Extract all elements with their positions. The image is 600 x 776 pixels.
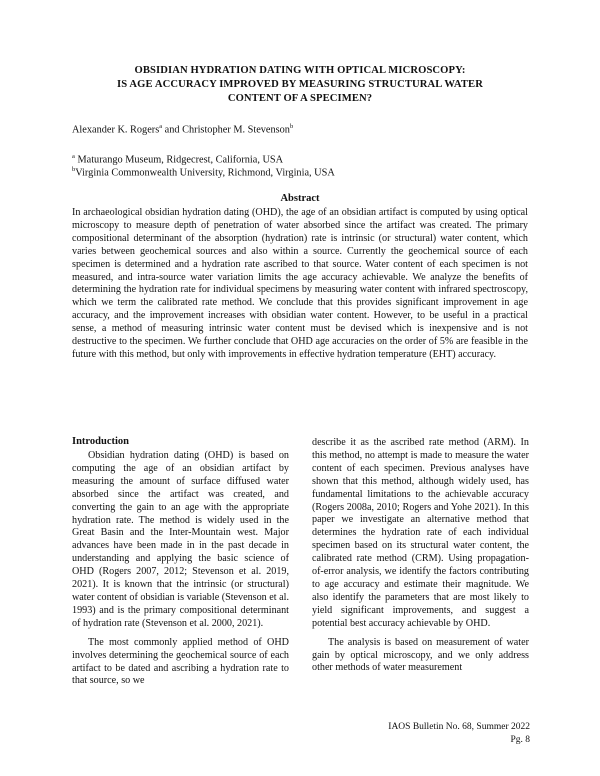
left-column — [72, 450, 289, 688]
affiliation-b-text: Virginia Commonwealth University, Richmond, Virginia, USA — [75, 167, 335, 179]
intro-paragraph-1: Obsidian hydration dating (OHD) is based on computing the age of an obsidian artifact by measuring the amount of surface diffused water absorbed since the artifact was created, and converting the gain to an age with the appropriate hydration rate. The method is widely used in the Great Basin and the Inter-Mountain west. Major advances have been made in in the past decade in understanding and applying the basic science of OHD (Rogers 2007, 2012; Stevenson et al. 2019, 2021). It is known that the intrinsic (or structural) water content of obsidian is variable (Stevenson et al. 1993) and is the primary compositional determinant of hydration rate (Stevenson et al. 2000, 2021). — [72, 450, 289, 629]
title-line-2: IS AGE ACCURACY IMPROVED BY MEASURING STRUCTURAL WATER — [117, 79, 483, 90]
intro-paragraph-2: The most commonly applied method of OHD involves determining the geochemical source of each artifact to be dated and ascribing a hydration rate to that source, so we — [72, 636, 289, 687]
intro-paragraph-2-continued: describe it as the ascribed rate method (ARM). In this method, no attempt is made to measure the water content of each specimen. Previous analyses have shown that this method, although widely used, has fundamental limitations to the achievable accuracy (Rogers 2008a, 2010; Rogers and Yohe 2021). In this paper we investigate an alternative method that determines the hydration rate of each individual specimen based on its structural water content, the calibrated rate method (CRM). Using propagation-of-error analysis, we identify the factors contributing to age accuracy and estimate their magnitude. We also identify the parameters that are most likely to yield significant improvements, and suggest a potential best accuracy achievable by OHD. — [312, 437, 529, 629]
author-line — [72, 123, 293, 135]
author-1: Alexander K. Rogers — [72, 124, 160, 136]
author-conjunction: and — [162, 124, 183, 136]
title-line-1: OBSIDIAN HYDRATION DATING WITH OPTICAL MICROSCOPY: — [134, 65, 466, 76]
title-line-3: CONTENT OF A SPECIMEN? — [227, 93, 373, 104]
introduction-heading: Introduction — [72, 436, 129, 447]
right-column — [312, 437, 529, 675]
affiliation-b — [72, 166, 335, 178]
author-2: Christopher M. Stevenson — [182, 124, 290, 136]
affiliation-a — [72, 153, 283, 165]
abstract-heading: Abstract — [280, 193, 320, 204]
affiliation-b-mark: b — [72, 166, 76, 173]
author-2-affiliation-mark: b — [289, 123, 294, 130]
author-1-affiliation-mark: a — [159, 123, 163, 130]
page-number: Pg. 8 — [510, 735, 530, 745]
intro-paragraph-3: The analysis is based on measurement of water gain by optical microscopy, and we only address other methods of water measurement — [312, 636, 529, 674]
abstract-text: In archaeological obsidian hydration dating (OHD), the age of an obsidian artifact is computed by using optical microscopy to measure depth of penetration of water absorbed since the artifact was created. The primary compositional determinant of the absorption (hydration) rate is intrinsic (or structural) water content, which varies between geochemical sources and also within a source. Currently the geochemical source of each specimen is determined and a hydration rate ascribed to that source. Water content of each specimen is not measured, and intra-source water variation limits the age accuracy achievable. We analyze the benefits of determining the hydration rate for individual specimens by measuring water content with infrared spectroscopy, which we term the calibrated rate method. We conclude that this provides significant improvement in age accuracy, and the improvement increases with obsidian water content. However, to be useful in a practical sense, a method of measuring intrinsic water content must be devised which is inexpensive and is not destructive to the specimen. We further conclude that OHD age accuracies on the order of 5% are feasible in the future with this method, but only with improvements in effective hydration temperature (EHT) accuracy. — [72, 207, 528, 360]
paper-title — [72, 64, 528, 106]
affiliation-a-mark: a — [72, 153, 75, 160]
affiliation-a-text: Maturango Museum, Ridgecrest, California, USA — [74, 154, 284, 166]
bulletin-citation: IAOS Bulletin No. 68, Summer 2022 — [388, 722, 530, 732]
